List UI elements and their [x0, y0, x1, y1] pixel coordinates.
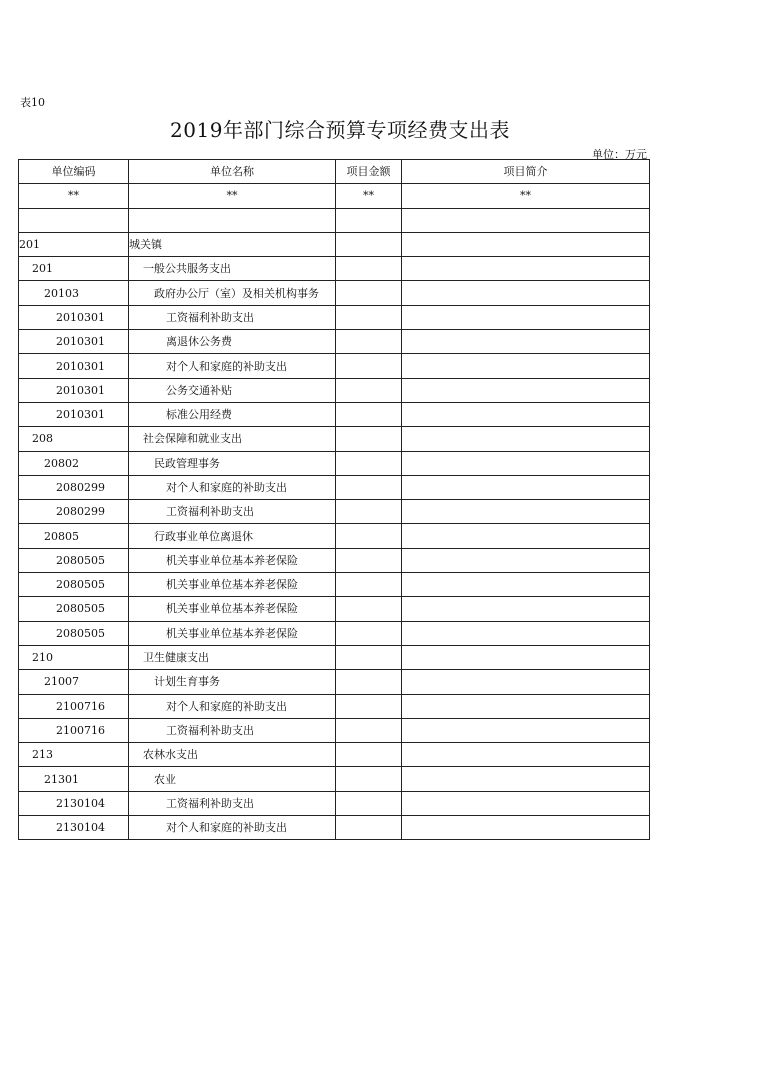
- table-row: [19, 500, 650, 524]
- project-amount-cell: [336, 475, 402, 499]
- unit-code-cell: 210: [19, 645, 129, 669]
- project-amount-cell: [336, 645, 402, 669]
- unit-name-cell: 机关事业单位基本养老保险: [129, 573, 336, 597]
- project-amount-cell: [336, 330, 402, 354]
- unit-code-cell: 2130104: [19, 791, 129, 815]
- table-row: [19, 718, 650, 742]
- unit-code-cell: 2010301: [19, 330, 129, 354]
- project-amount-cell: [336, 281, 402, 305]
- table-row: [19, 524, 650, 548]
- unit-name-cell: 机关事业单位基本养老保险: [129, 621, 336, 645]
- marker-row: [19, 184, 650, 208]
- table-row: [19, 816, 650, 840]
- project-description-cell: [402, 718, 650, 742]
- project-description-cell: [402, 354, 650, 378]
- unit-code-cell: 2130104: [19, 816, 129, 840]
- project-description-cell: [402, 816, 650, 840]
- unit-name-cell: 离退休公务费: [129, 330, 336, 354]
- project-description-cell: [402, 500, 650, 524]
- table-row: [19, 645, 650, 669]
- project-description-cell: [402, 475, 650, 499]
- project-amount-cell: [336, 694, 402, 718]
- table-row: [19, 305, 650, 329]
- unit-name-cell: 民政管理事务: [129, 451, 336, 475]
- unit-code-cell: 2080505: [19, 573, 129, 597]
- header-project-amount: 项目金额: [336, 160, 402, 184]
- project-amount-cell: [336, 597, 402, 621]
- unit-name-cell: 对个人和家庭的补助支出: [129, 354, 336, 378]
- unit-name-cell: 一般公共服务支出: [129, 257, 336, 281]
- project-amount-cell: [336, 305, 402, 329]
- project-amount-cell: [336, 402, 402, 426]
- unit-name-cell: 对个人和家庭的补助支出: [129, 475, 336, 499]
- table-row: [19, 281, 650, 305]
- table-body: [19, 160, 650, 840]
- unit-code-cell: 2010301: [19, 402, 129, 426]
- project-description-cell: [402, 791, 650, 815]
- marker-cell: **: [19, 184, 129, 208]
- header-row: [19, 160, 650, 184]
- table-row: [19, 232, 650, 256]
- project-description-cell: [402, 427, 650, 451]
- table-row: [19, 427, 650, 451]
- expenditure-table: [18, 159, 650, 840]
- project-amount-cell: [336, 791, 402, 815]
- unit-name-cell: 机关事业单位基本养老保险: [129, 597, 336, 621]
- unit-code-cell: 20802: [19, 451, 129, 475]
- unit-name-cell: [129, 208, 336, 232]
- table-row: [19, 330, 650, 354]
- table-row: [19, 451, 650, 475]
- project-description-cell: [402, 378, 650, 402]
- unit-code-cell: 201: [19, 232, 129, 256]
- header-unit-name: 单位名称: [129, 160, 336, 184]
- project-description-cell: [402, 621, 650, 645]
- project-amount-cell: [336, 232, 402, 256]
- project-amount-cell: [336, 621, 402, 645]
- table-row: [19, 402, 650, 426]
- unit-code-cell: 2010301: [19, 305, 129, 329]
- marker-cell: **: [336, 184, 402, 208]
- project-amount-cell: [336, 500, 402, 524]
- table-row: [19, 670, 650, 694]
- unit-code-cell: 2010301: [19, 378, 129, 402]
- unit-code-cell: 20103: [19, 281, 129, 305]
- unit-code-cell: 213: [19, 743, 129, 767]
- table-row: [19, 354, 650, 378]
- project-description-cell: [402, 257, 650, 281]
- unit-code-cell: 2100716: [19, 694, 129, 718]
- project-description-cell: [402, 645, 650, 669]
- unit-code-cell: [19, 208, 129, 232]
- project-description-cell: [402, 524, 650, 548]
- unit-name-cell: 标准公用经费: [129, 402, 336, 426]
- table-row: [19, 791, 650, 815]
- table-row: [19, 767, 650, 791]
- unit-name-cell: 对个人和家庭的补助支出: [129, 694, 336, 718]
- unit-name-cell: 工资福利补助支出: [129, 791, 336, 815]
- unit-name-cell: 卫生健康支出: [129, 645, 336, 669]
- table-row: [19, 573, 650, 597]
- unit-code-cell: 21301: [19, 767, 129, 791]
- unit-code-cell: 208: [19, 427, 129, 451]
- page-title: 2019年部门综合预算专项经费支出表: [170, 118, 510, 142]
- table-row: [19, 694, 650, 718]
- project-amount-cell: [336, 573, 402, 597]
- header-unit-code: 单位编码: [19, 160, 129, 184]
- project-description-cell: [402, 208, 650, 232]
- unit-name-cell: 机关事业单位基本养老保险: [129, 548, 336, 572]
- marker-cell: **: [129, 184, 336, 208]
- project-description-cell: [402, 330, 650, 354]
- unit-name-cell: 行政事业单位离退休: [129, 524, 336, 548]
- unit-name-cell: 农业: [129, 767, 336, 791]
- project-amount-cell: [336, 670, 402, 694]
- table-row: [19, 378, 650, 402]
- unit-name-cell: 工资福利补助支出: [129, 305, 336, 329]
- project-description-cell: [402, 573, 650, 597]
- project-description-cell: [402, 743, 650, 767]
- unit-label: 单位：万元: [592, 148, 647, 161]
- project-description-cell: [402, 670, 650, 694]
- table-row: [19, 743, 650, 767]
- project-amount-cell: [336, 816, 402, 840]
- marker-cell: **: [402, 184, 650, 208]
- project-amount-cell: [336, 354, 402, 378]
- unit-name-cell: 城关镇: [129, 232, 336, 256]
- table-row: [19, 475, 650, 499]
- project-amount-cell: [336, 378, 402, 402]
- project-amount-cell: [336, 257, 402, 281]
- project-amount-cell: [336, 427, 402, 451]
- table-row: [19, 621, 650, 645]
- unit-code-cell: 21007: [19, 670, 129, 694]
- project-amount-cell: [336, 767, 402, 791]
- project-amount-cell: [336, 451, 402, 475]
- table-row: [19, 597, 650, 621]
- unit-name-cell: 政府办公厅（室）及相关机构事务: [129, 281, 336, 305]
- unit-name-cell: 工资福利补助支出: [129, 500, 336, 524]
- unit-name-cell: 社会保障和就业支出: [129, 427, 336, 451]
- header-project-description: 项目简介: [402, 160, 650, 184]
- unit-code-cell: 2080505: [19, 548, 129, 572]
- project-description-cell: [402, 402, 650, 426]
- unit-name-cell: 工资福利补助支出: [129, 718, 336, 742]
- unit-code-cell: 2080505: [19, 621, 129, 645]
- unit-code-cell: 20805: [19, 524, 129, 548]
- table-row: [19, 208, 650, 232]
- unit-name-cell: 公务交通补贴: [129, 378, 336, 402]
- table-row: [19, 548, 650, 572]
- project-description-cell: [402, 548, 650, 572]
- project-description-cell: [402, 232, 650, 256]
- project-description-cell: [402, 597, 650, 621]
- project-description-cell: [402, 694, 650, 718]
- unit-name-cell: 计划生育事务: [129, 670, 336, 694]
- project-amount-cell: [336, 524, 402, 548]
- project-description-cell: [402, 305, 650, 329]
- project-description-cell: [402, 451, 650, 475]
- unit-code-cell: 2080299: [19, 500, 129, 524]
- unit-code-cell: 201: [19, 257, 129, 281]
- unit-name-cell: 对个人和家庭的补助支出: [129, 816, 336, 840]
- unit-code-cell: 2080299: [19, 475, 129, 499]
- project-description-cell: [402, 281, 650, 305]
- unit-code-cell: 2100716: [19, 718, 129, 742]
- table-row: [19, 257, 650, 281]
- project-amount-cell: [336, 548, 402, 572]
- unit-code-cell: 2080505: [19, 597, 129, 621]
- unit-name-cell: 农林水支出: [129, 743, 336, 767]
- project-description-cell: [402, 767, 650, 791]
- project-amount-cell: [336, 718, 402, 742]
- project-amount-cell: [336, 743, 402, 767]
- unit-code-cell: 2010301: [19, 354, 129, 378]
- table-number-label: 表10: [20, 96, 45, 109]
- project-amount-cell: [336, 208, 402, 232]
